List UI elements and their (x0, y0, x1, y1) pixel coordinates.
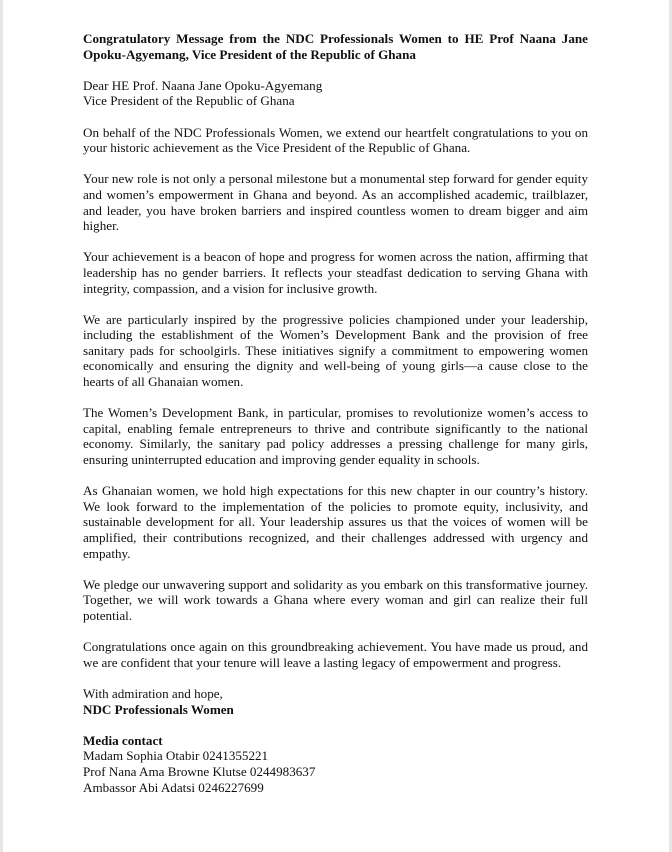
document-page (83, 31, 588, 811)
paragraph-2: Your new role is not only a personal milestone but a monumental step forward for gender equity and women’s empowerment in Ghana and beyond. As an accomplished academic, trailblazer, and leader, you have broken barriers and inspired countless women to dream bigger and aim higher. (83, 171, 588, 234)
paragraph-7: We pledge our unwavering support and solidarity as you embark on this transformative journey. Together, we will work towards a Ghana where every woman and girl can realize their full potential. (83, 576, 588, 623)
document-title: Congratulatory Message from the NDC Professionals Women to HE Prof Naana Jane Opoku-Agyemang, Vice President of the Republic of Ghana (83, 31, 588, 62)
closing-line: With admiration and hope, (83, 685, 223, 701)
paragraph-6: As Ghanaian women, we hold high expectations for this new chapter in our country’s history. We look forward to the implementation of the policies to promote equity, inclusivity, and sustainable development for all. Your leadership assures us that the voices of women will be amplified, their contributions recognized, and their challenges addressed with urgency and empathy. (83, 483, 588, 561)
salutation-name: Dear HE Prof. Naana Jane Opoku-Agyemang (83, 77, 323, 93)
paragraph-4: We are particularly inspired by the progressive policies championed under your leadership, including the establishment of the Women’s Development Bank and the provision of free sanitary pads for schoolgirls. These initiatives signify a commitment to empowering women economically and ensuring the dignity and well-being of young girls—a cause close to the hearts of all Ghanaian women. (83, 311, 588, 390)
closing (83, 686, 588, 717)
signature: NDC Professionals Women (83, 701, 234, 717)
media-contact-item: Ambassor Abi Adatsi 0246227699 (83, 779, 264, 795)
paragraph-5: The Women’s Development Bank, in particular, promises to revolutionize women’s access to capital, enabling female entrepreneurs to thrive and contribute significantly to the national economy. Similarly, the sanitary pad policy addresses a pressing challenge for many girls, ensuring uninterrupted education and improving gender equality in schools. (83, 405, 588, 468)
media-contact-item: Prof Nana Ama Browne Klutse 0244983637 (83, 763, 316, 779)
salutation-office: Vice President of the Republic of Ghana (83, 93, 295, 109)
salutation (83, 78, 588, 109)
page-edge-left (0, 0, 3, 852)
paragraph-8: Congratulations once again on this groundbreaking achievement. You have made us proud, and we are confident that your tenure will leave a lasting legacy of empowerment and progress. (83, 639, 588, 670)
paragraph-3: Your achievement is a beacon of hope and progress for women across the nation, affirming that leadership has no gender barriers. It reflects your steadfast dedication to serving Ghana with integrity, compassion, and a vision for inclusive growth. (83, 249, 588, 296)
media-contact-item: Madam Sophia Otabir 0241355221 (83, 748, 269, 764)
media-contact-heading: Media contact (83, 732, 163, 748)
media-contact (83, 733, 588, 795)
paragraph-1: On behalf of the NDC Professionals Women, we extend our heartfelt congratulations to you on your historic achievement as the Vice President of the Republic of Ghana. (83, 124, 588, 156)
